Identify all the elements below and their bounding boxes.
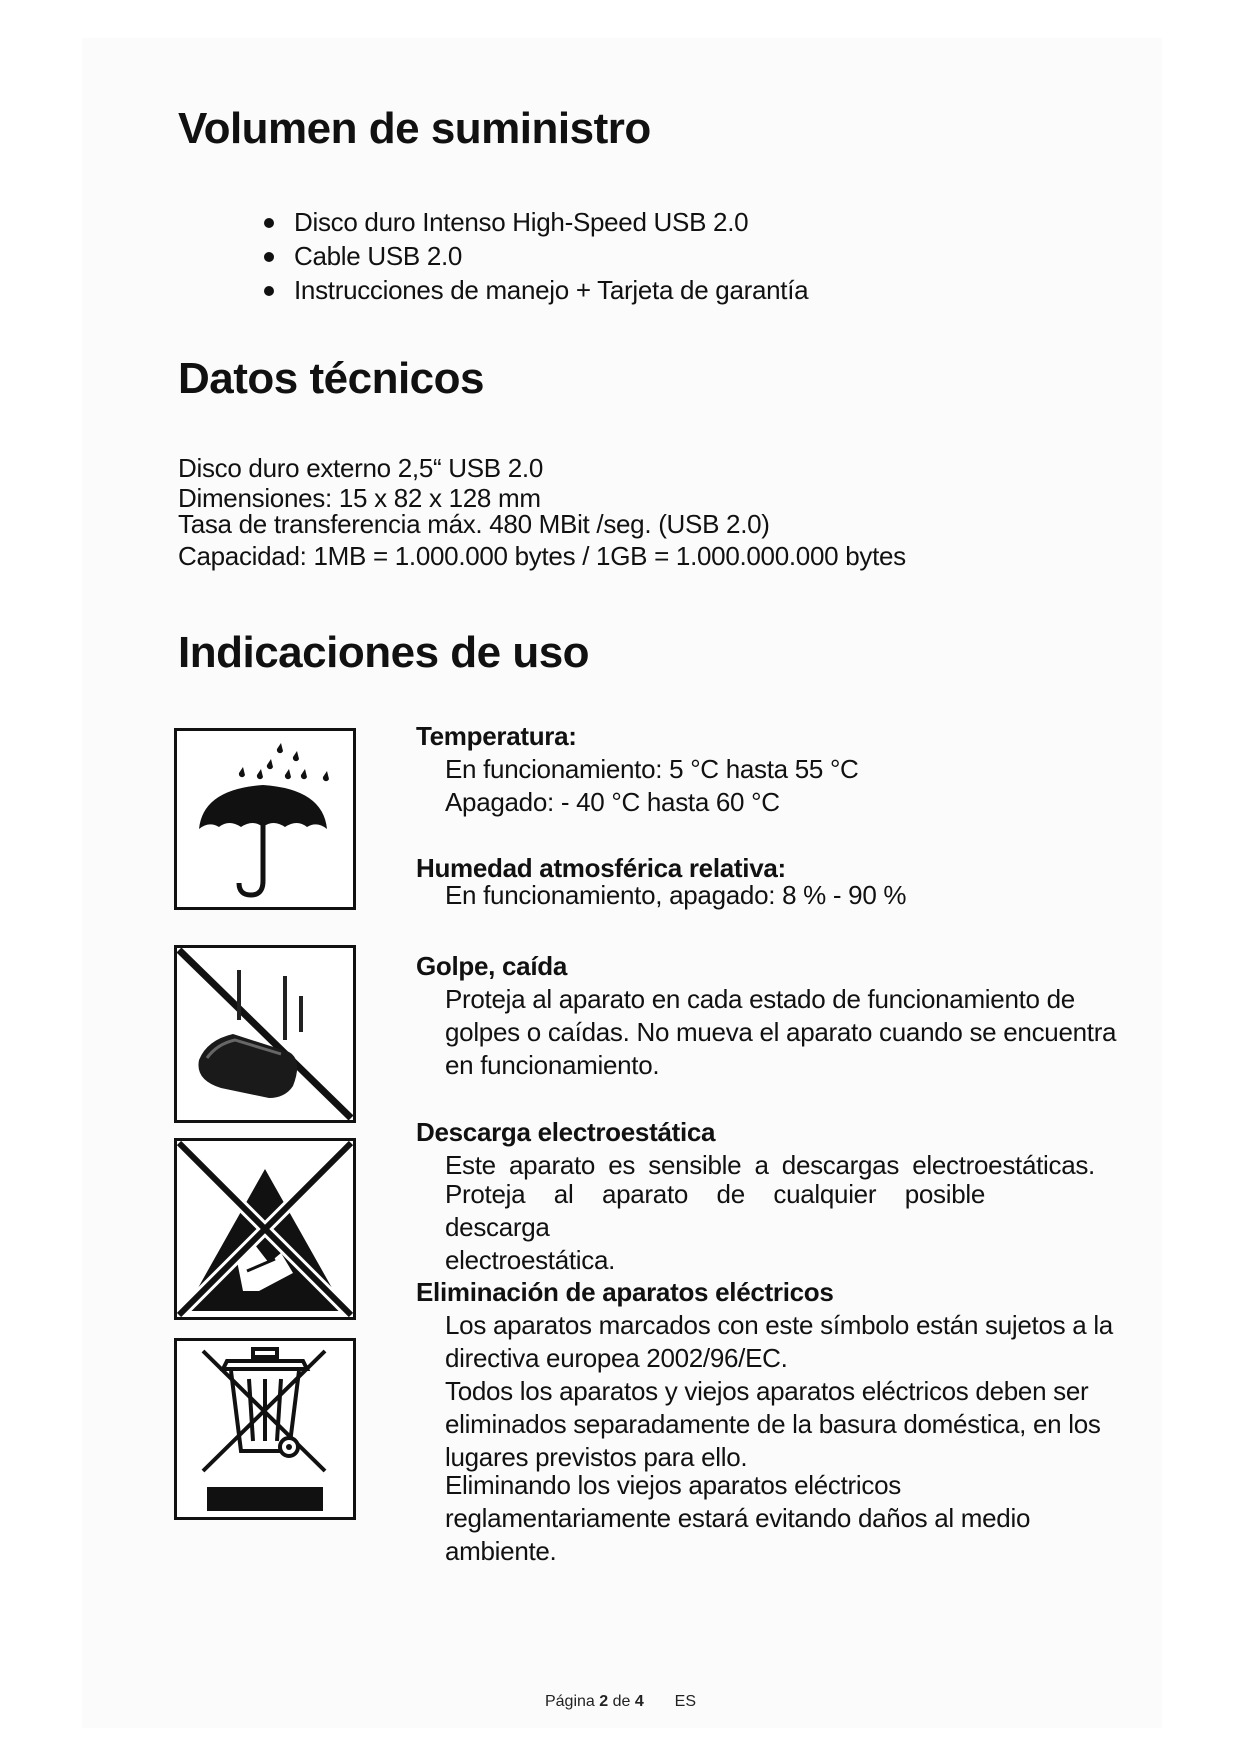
- heading-indicaciones-uso: Indicaciones de uso: [178, 628, 590, 677]
- esd-warning-icon: [174, 1138, 356, 1320]
- text-line: eliminados separadamente de la basura doméstica, en los: [445, 1409, 1101, 1439]
- bullet-icon: [264, 286, 274, 296]
- page-current: 2: [599, 1693, 609, 1710]
- temperature-section: [416, 720, 859, 819]
- text-line: En funcionamiento: 5 °C hasta 55 °C: [445, 754, 859, 784]
- text-line: lugares previstos para ello.: [445, 1442, 748, 1472]
- tech-line: Capacidad: 1MB = 1.000.000 bytes / 1GB = 1.000.000.000 bytes: [178, 541, 906, 571]
- text-line: Eliminando los viejos aparatos eléctricos: [445, 1470, 901, 1500]
- no-drop-icon: [174, 945, 356, 1123]
- tech-specs: [178, 452, 906, 572]
- tech-line: Disco duro externo 2,5“ USB 2.0: [178, 453, 543, 483]
- bullet-icon: [264, 252, 274, 262]
- esd-title: Descarga electroestática: [416, 1117, 716, 1147]
- of-word: de: [612, 1693, 631, 1710]
- page-total: 4: [634, 1693, 644, 1710]
- page-footer: [0, 1693, 1241, 1711]
- text-line: Proteja al aparato de cualquier posible descarga: [445, 1179, 985, 1242]
- temperature-title: Temperatura:: [416, 721, 577, 751]
- text-line: Este aparato es sensible a descargas electroestáticas.: [445, 1150, 1095, 1180]
- language-code: ES: [674, 1693, 697, 1710]
- list-item: Cable USB 2.0: [260, 239, 808, 273]
- humidity-section: [416, 852, 906, 912]
- umbrella-rain-icon: [174, 728, 356, 910]
- text-line: Los aparatos marcados con este símbolo están sujetos a la: [445, 1310, 1113, 1340]
- heading-volumen-suministro: Volumen de suministro: [178, 104, 651, 153]
- text-line: En funcionamiento, apagado: 8 % - 90 %: [445, 880, 907, 910]
- text-line: reglamentariamente estará evitando daños al medio: [445, 1503, 1031, 1533]
- tech-line: Dimensiones: 15 x 82 x 128 mm: [178, 483, 541, 513]
- bullet-icon: [264, 218, 274, 228]
- text-line: directiva europea 2002/96/EC.: [445, 1343, 788, 1373]
- disposal-section: [416, 1276, 1113, 1568]
- text-line: ambiente.: [445, 1536, 557, 1566]
- page-word: Página: [544, 1693, 595, 1710]
- text-line: Apagado: - 40 °C hasta 60 °C: [445, 787, 780, 817]
- humidity-title: Humedad atmosférica relativa:: [416, 853, 786, 883]
- tech-line: Tasa de transferencia máx. 480 MBit /seg. (USB 2.0): [178, 509, 770, 539]
- heading-datos-tecnicos: Datos técnicos: [178, 354, 484, 403]
- text-line: electroestática.: [445, 1245, 616, 1275]
- esd-section: [416, 1116, 1095, 1277]
- list-item: Disco duro Intenso High-Speed USB 2.0: [260, 205, 808, 239]
- text-line: golpes o caídas. No mueva el aparato cuando se encuentra: [445, 1017, 1117, 1047]
- shock-section: [416, 950, 1116, 1082]
- text-line: Todos los aparatos y viejos aparatos eléctricos deben ser: [445, 1376, 1089, 1406]
- text-line: Proteja al aparato en cada estado de funcionamiento de: [445, 984, 1075, 1014]
- shock-title: Golpe, caída: [416, 951, 568, 981]
- text-line: en funcionamiento.: [445, 1050, 660, 1080]
- list-item: Instrucciones de manejo + Tarjeta de garantía: [260, 273, 808, 307]
- supply-list: [260, 205, 808, 307]
- weee-crossed-bin-icon: [174, 1338, 356, 1520]
- disposal-title: Eliminación de aparatos eléctricos: [416, 1277, 834, 1307]
